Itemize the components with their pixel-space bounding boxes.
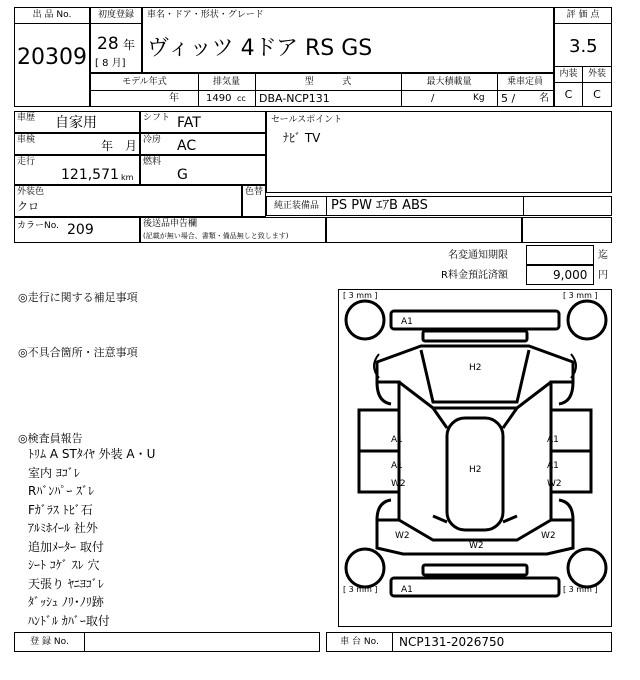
capacity: 5 / [501, 92, 516, 105]
damage-mark: W2 [395, 531, 410, 541]
inspection-month: 月 [125, 139, 138, 153]
equipment-box [266, 196, 612, 216]
lot-number: 20309 [17, 45, 87, 70]
displacement-unit: cc [237, 94, 246, 103]
registration-number-box [14, 632, 320, 652]
damage-mark: A1 [401, 585, 413, 595]
wheel-front-right-icon [568, 301, 606, 339]
shift-label: シフト [143, 113, 171, 123]
name-change-label: 名変通知期限 [448, 250, 508, 261]
specs-row [90, 73, 554, 107]
damage-mark: W2 [547, 479, 562, 489]
max-load-label: 最大積載量 [426, 76, 472, 87]
shift-cell [140, 111, 266, 133]
damage-mark: H2 [469, 465, 482, 475]
registration-month: [ 8 月] [95, 58, 126, 69]
inspector-line: ﾀﾞｯｼｭ ﾉﾘ･ﾉﾘ跡 [28, 595, 104, 609]
damage-mark: A1 [391, 461, 403, 471]
capacity-label: 乗車定員 [506, 76, 543, 87]
mileage-label: 走行 [17, 157, 36, 167]
tire-depth-top-right: [ 3 mm ] [563, 291, 598, 300]
first-registration-box [90, 7, 142, 73]
recycle-box [526, 265, 594, 285]
exterior-label: 外装 [583, 66, 611, 82]
inspector-line: Rﾊﾞﾝﾊﾟｰ ｽﾞﾚ [28, 484, 95, 498]
chassis-number-box [326, 632, 612, 652]
wheel-rear-right-icon [568, 549, 606, 587]
history-label: 車歴 [17, 113, 36, 123]
equipment-label: 純正装備品 [267, 197, 327, 215]
vehicle-name-label: 車名・ドア・形状・グレード [147, 10, 264, 20]
damage-mark: W2 [391, 479, 406, 489]
inspector-line: ﾊﾝﾄﾞﾙ ｶﾊﾞｰ取付 [28, 613, 110, 628]
tire-depth-bottom-right: [ 3 mm ] [563, 585, 598, 594]
score-box [554, 7, 612, 107]
sales-points-label: セールスポイント [271, 115, 343, 125]
model-year-label: モデル年式 [122, 76, 167, 87]
chassis-number-label: 車 台 No. [327, 633, 393, 651]
recycle-unit: 円 [598, 270, 608, 281]
type-label: 型 式 [304, 76, 352, 87]
inspector-title: ◎検査員報告 [18, 432, 83, 445]
sales-points: ﾅﾋﾞ TV [283, 131, 321, 145]
mileage-unit: km [121, 173, 134, 182]
damage-mark: A1 [547, 461, 559, 471]
recycle-amount: 9,000 [553, 268, 588, 282]
type: DBA-NCP131 [259, 92, 330, 105]
damage-mark: A1 [391, 435, 403, 445]
inspector-line: 天張り ﾔﾆﾖｺﾞﾚ [28, 576, 104, 591]
repaint-label: 色替 [245, 187, 264, 197]
inspector-line: ﾄﾘﾑ A STﾀｲﾔ 外装 A・U [28, 447, 156, 461]
displacement-label: 排気量 [212, 76, 240, 87]
car-damage-diagram [339, 290, 611, 626]
registration-number-label: 登 録 No. [15, 633, 85, 651]
documents-extra-cell [326, 217, 522, 243]
documents-label: 後送品申告欄 [143, 219, 198, 229]
lot-number-label: 出 品 No. [15, 8, 89, 24]
mileage-cell [14, 155, 140, 185]
defects-title: ◎不具合箇所・注意事項 [18, 346, 138, 359]
damage-mark: H2 [469, 363, 482, 373]
aircon-cell [140, 133, 266, 155]
documents-cell [140, 217, 326, 243]
name-change-unit: 迄 [598, 250, 608, 261]
damage-mark: A1 [401, 317, 413, 327]
mileage: 121,571 [61, 167, 119, 183]
equipment: PS PW ｴｱB ABS [331, 198, 428, 213]
driving-notes-title: ◎走行に関する補足事項 [18, 291, 138, 304]
lot-number-box [14, 7, 90, 107]
fuel-label: 燃料 [143, 157, 162, 167]
wheel-rear-left-icon [346, 549, 384, 587]
color-number: 209 [67, 222, 94, 238]
history-cell [14, 111, 140, 133]
damage-mark: W2 [469, 541, 484, 551]
color-label: 外装色 [17, 187, 45, 197]
inspection-cell [14, 133, 140, 155]
chassis-number: NCP131-2026750 [399, 635, 505, 649]
inspector-line: 室内 ﾖｺﾞﾚ [28, 465, 80, 480]
score: 3.5 [569, 36, 598, 57]
color-cell [14, 185, 242, 217]
sales-points-box [266, 111, 612, 193]
aircon: AC [177, 138, 197, 154]
capacity-unit: 名 [539, 93, 549, 104]
shift: FAT [177, 115, 201, 131]
fuel: G [177, 167, 188, 183]
inspector-line: 追加ﾒｰﾀｰ 取付 [28, 539, 104, 554]
color: クロ [17, 200, 39, 213]
vehicle-name-box [142, 7, 554, 73]
inspection-label: 車検 [17, 135, 36, 145]
inspector-line: Fｶﾞﾗｽ ﾄﾋﾞ石 [28, 502, 93, 517]
exterior-grade: C [583, 82, 611, 106]
color-number-cell [14, 217, 140, 243]
wheel-front-left-icon [346, 301, 384, 339]
interior-grade: C [555, 82, 583, 106]
damage-mark: A1 [547, 435, 559, 445]
color-number-label: カラーNo. [17, 221, 59, 231]
repaint-cell [242, 185, 266, 217]
aircon-label: 冷房 [143, 135, 162, 145]
model-year-unit: 年 [169, 93, 179, 104]
inspection-year: 年 [101, 139, 114, 153]
inspector-line: ｱﾙﾐﾎｲｰﾙ 社外 [28, 521, 98, 535]
score-label: 評 価 点 [555, 8, 611, 24]
recycle-label: R料金預託済額 [441, 270, 508, 281]
first-registration-label: 初度登録 [91, 8, 141, 24]
fuel-cell [140, 155, 266, 185]
damage-mark: W2 [541, 531, 556, 541]
registration-year: 28 [97, 34, 119, 54]
front-bumper-inner [423, 331, 527, 341]
inspector-line: ｼｰﾄ ｺｹﾞ ｽﾚ 穴 [28, 558, 100, 572]
interior-label: 内装 [555, 66, 583, 82]
tire-depth-top-left: [ 3 mm ] [343, 291, 378, 300]
front-bumper-outline [391, 311, 559, 329]
registration-year-unit: 年 [123, 38, 136, 52]
max-load-unit: Kg [473, 93, 485, 103]
displacement: 1490 [206, 93, 232, 104]
inspector-report [28, 448, 298, 633]
max-load-separator: / [431, 93, 435, 104]
name-change-deadline [526, 245, 594, 265]
tire-depth-bottom-left: [ 3 mm ] [343, 585, 378, 594]
car-diagram-frame [338, 289, 612, 627]
vehicle-name: ヴィッツ 4ドア RS GS [147, 36, 373, 61]
documents-extra-cell-2 [522, 217, 612, 243]
rear-bumper-outline [391, 578, 559, 596]
history: 自家用 [55, 115, 97, 131]
documents-note: (記載が無い場合、書類・備品無しと致します) [143, 232, 289, 240]
rear-bumper-inner [423, 565, 527, 575]
